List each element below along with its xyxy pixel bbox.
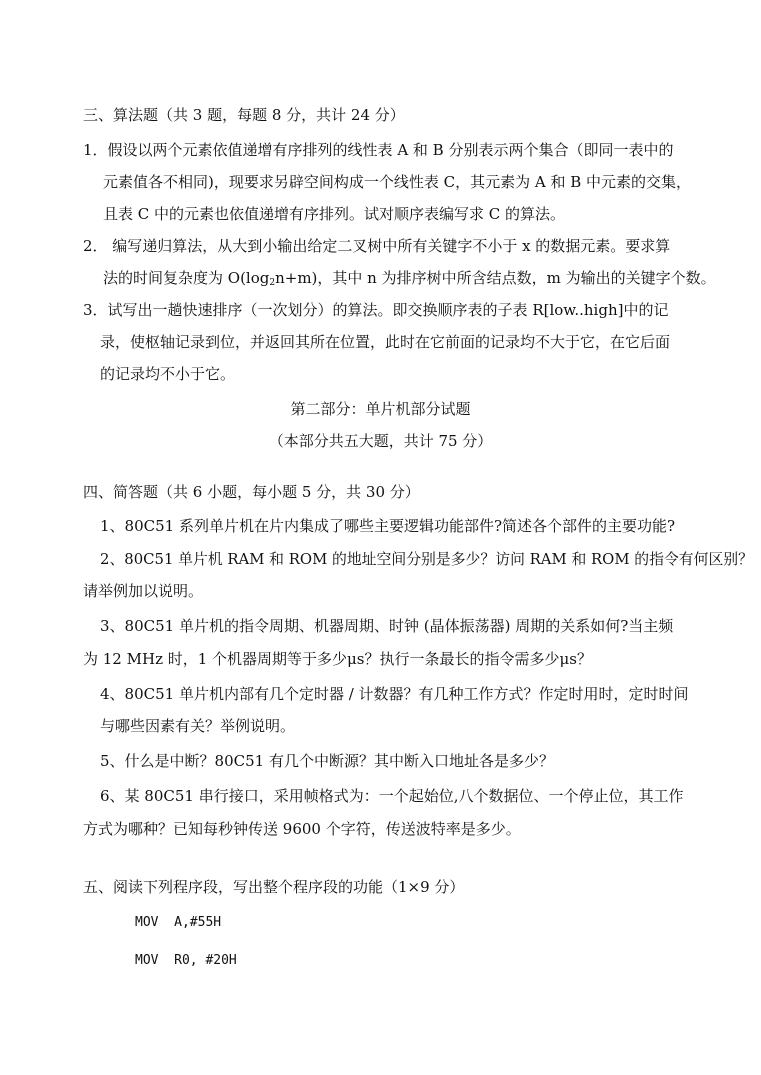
section3-q1-line1: 1．假设以两个元素依值递增有序排列的线性表 A 和 B 分别表示两个集合（即同一表中的 xyxy=(83,141,674,159)
section4-q1: 1、80C51 系列单片机在片内集成了哪些主要逻辑功能部件?简述各个部件的主要功能? xyxy=(100,517,676,535)
section4-q4-line2: 与哪些因素有关？举例说明。 xyxy=(100,717,296,735)
section3-q3-line2: 录，使枢轴记录到位，并返回其所在位置，此时在它前面的记录均不大于它，在它后面 xyxy=(100,333,671,351)
section3-q1-line3: 且表 C 中的元素也依值递增有序排列。试对顺序表编写求 C 的算法。 xyxy=(103,205,566,223)
section4-heading: 四、简答题（共 6 小题，每小题 5 分，共 30 分） xyxy=(83,483,420,501)
section4-q2-line2: 请举例加以说明。 xyxy=(83,582,204,600)
section4-q6-line1: 6、某 80C51 串行接口，采用帧格式为：一个起始位,八个数据位、一个停止位，其工作 xyxy=(100,787,684,805)
log-subscript: 2 xyxy=(269,278,276,288)
part2-title: 第二部分：单片机部分试题 xyxy=(290,400,471,418)
section4-q3-line2: 为 12 MHz 时，1 个机器周期等于多少μs？执行一条最长的指令需多少μs？ xyxy=(83,650,592,668)
code-line: MOV R0, #20H xyxy=(135,953,237,968)
section4-q2-line1: 2、80C51 单片机 RAM 和 ROM 的地址空间分别是多少？访问 RAM 和 ROM 的指令有何区别？ xyxy=(100,550,753,568)
code-line: MOV A,#55H xyxy=(135,915,222,930)
section3-q2-line2 xyxy=(103,268,716,288)
section4-q4-line1: 4、80C51 单片机内部有几个定时器 / 计数器？有几种工作方式？作定时用时，定时时间 xyxy=(100,685,689,703)
section4-q3-line1: 3、80C51 单片机的指令周期、机器周期、时钟 (晶体振荡器) 周期的关系如何?当主频 xyxy=(100,617,674,635)
section4-q5: 5、什么是中断？80C51 有几个中断源？其中断入口地址各是多少？ xyxy=(100,752,554,770)
section3-q2-line1: 2． 编写递归算法，从大到小输出给定二叉树中所有关键字不小于 x 的数据元素。要求算 xyxy=(83,237,671,255)
section4-q6-line2: 方式为哪种？已知每秒钟传送 9600 个字符，传送波特率是多少。 xyxy=(83,820,521,838)
section3-heading: 三、算法题（共 3 题，每题 8 分，共计 24 分） xyxy=(83,106,405,124)
section3-q2-line2-start: 法的时间复杂度为 O(log xyxy=(103,269,270,287)
section3-q3-line1: 3．试写出一趟快速排序（一次划分）的算法。即交换顺序表的子表 R[low..high]中的记 xyxy=(83,301,669,319)
part2-subtitle: （本部分共五大题，共计 75 分） xyxy=(268,432,493,450)
section3-q3-line3: 的记录均不小于它。 xyxy=(100,365,236,383)
section3-q1-line2: 元素值各不相同)，现要求另辟空间构成一个线性表 C，其元素为 A 和 B 中元素的交集， xyxy=(103,173,692,191)
section3-q2-line2-end: n+m)，其中 n 为排序树中所含结点数，m 为输出的关键字个数。 xyxy=(275,269,716,287)
section5-heading: 五、阅读下列程序段，写出整个程序段的功能（1×9 分） xyxy=(83,878,465,896)
